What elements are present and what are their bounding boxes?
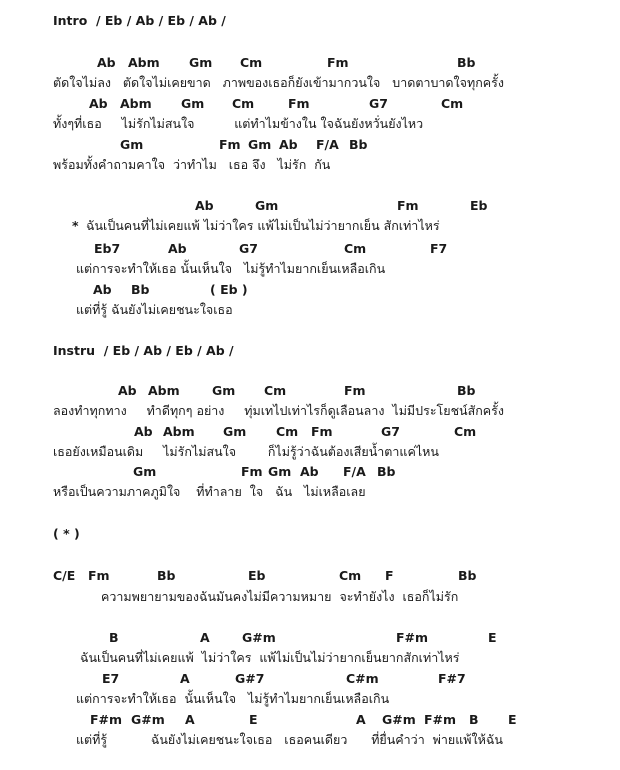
chord: ( Eb ) (210, 282, 248, 297)
chord: Bb (131, 282, 150, 297)
chord: F#m (90, 712, 123, 727)
lyric-line: หรือเป็นความภาคภูมิใจ ที่ทำลาย ใจ ฉัน ไม่เหลือเลย (53, 484, 366, 499)
chord: E (249, 712, 258, 727)
chord: F#m (424, 712, 457, 727)
chord: F#m (396, 630, 429, 645)
chord: B (109, 630, 119, 645)
chord: Fm (241, 464, 263, 479)
chord: E7 (102, 671, 120, 686)
lyric-line: พร้อมทั้งคำถามคาใจ ว่าทำไม เธอ จึง ไม่รัก กัน (53, 157, 331, 172)
lyric-line: แต่การจะทำให้เธอ นั้นเห็นใจ ไม่รู้ทำไมยากเย็นเหลือเกิน (76, 691, 390, 706)
chord: G#m (382, 712, 416, 727)
chord: Bb (157, 568, 176, 583)
chord: Ab (97, 55, 116, 70)
chord: C#m (346, 671, 379, 686)
chord: F/A (316, 137, 339, 152)
chord: Cm (232, 96, 255, 111)
chord: Gm (181, 96, 205, 111)
chord: Gm (212, 383, 236, 398)
chord: Cm (276, 424, 299, 439)
lyric-line: ตัดใจไม่ลง ตัดใจไม่เคยขาด ภาพของเธอก็ยังเข้ามากวนใจ บาดตาบาดใจทุกครั้ง (53, 75, 504, 90)
chord: Fm (219, 137, 241, 152)
chord: Gm (120, 137, 144, 152)
chord: Gm (248, 137, 272, 152)
chord: Ab (168, 241, 187, 256)
chord: Abm (148, 383, 180, 398)
lyric-line: ฉันเป็นคนที่ไม่เคยแพ้ ไม่ว่าใคร แพ้ไม่เป็นไม่ว่ายากเย็นยากสักเท่าไหร่ (80, 650, 460, 665)
lyric-line: ทั้งๆที่เธอ ไม่รักไม่สนใจ แต่ทำไมข้างใน ใจฉันยังหวั่นยังไหว (53, 116, 424, 131)
chord: Gm (189, 55, 213, 70)
bridge-label: C/E (53, 568, 76, 583)
chord: E (508, 712, 517, 727)
chord: E (488, 630, 497, 645)
chord: Ab (93, 282, 112, 297)
lyric-line: แต่การจะทำให้เธอ นั้นเห็นใจ ไม่รู้ทำไมยากเย็นเหลือเกิน (76, 261, 386, 276)
chord: Ab (195, 198, 214, 213)
lyric-line: เธอยังเหมือนเดิม ไม่รักไม่สนใจ ก็ไม่รู้ว่าฉันต้องเสียน้ำตาแค่ไหน (53, 444, 439, 459)
chord: Abm (163, 424, 195, 439)
chord: Eb (470, 198, 488, 213)
chord: Cm (441, 96, 464, 111)
chord: Fm (288, 96, 310, 111)
chord: A (180, 671, 190, 686)
repeat-chorus-marker: ( * ) (53, 526, 80, 541)
chord: Bb (458, 568, 477, 583)
chord: F7 (430, 241, 448, 256)
chord: Bb (349, 137, 368, 152)
chord: Gm (268, 464, 292, 479)
chorus-marker: * (72, 218, 79, 233)
chord: Cm (454, 424, 477, 439)
chord: Cm (264, 383, 287, 398)
lyric-line: ลองทำทุกทาง ทำดีทุกๆ อย่าง ทุ่มเทไปเท่าไรก็ดูเลือนลาง ไม่มีประโยชน์สักครั้ง (53, 403, 504, 418)
chord: Cm (344, 241, 367, 256)
chord: Bb (377, 464, 396, 479)
chord: G7 (369, 96, 388, 111)
chord: Gm (255, 198, 279, 213)
chord: Bb (457, 383, 476, 398)
lyric-line: ฉันเป็นคนที่ไม่เคยแพ้ ไม่ว่าใคร แพ้ไม่เป็นไม่ว่ายากเย็น สักเท่าไหร่ (86, 218, 440, 233)
chord: Gm (133, 464, 157, 479)
chord: Fm (397, 198, 419, 213)
chord: A (185, 712, 195, 727)
chord: Abm (128, 55, 160, 70)
instru-line: Instru / Eb / Ab / Eb / Ab / (53, 343, 234, 358)
chord: Cm (240, 55, 263, 70)
chord: F (385, 568, 394, 583)
chord: F/A (343, 464, 366, 479)
chord: Bb (457, 55, 476, 70)
chord: Gm (223, 424, 247, 439)
chord: G7 (239, 241, 258, 256)
chord: G#m (242, 630, 276, 645)
lyric-line: ความพยายามของฉันมันคงไม่มีความหมาย จะทำยังไง เธอก็ไม่รัก (101, 589, 459, 604)
chord: Fm (88, 568, 110, 583)
chord: Eb (248, 568, 266, 583)
intro-line: Intro / Eb / Ab / Eb / Ab / (53, 13, 226, 28)
chord: Ab (89, 96, 108, 111)
chord: G#7 (235, 671, 265, 686)
chord: Cm (339, 568, 362, 583)
chord: F#7 (438, 671, 466, 686)
chord: Ab (118, 383, 137, 398)
chord: A (356, 712, 366, 727)
chord: Eb7 (94, 241, 121, 256)
chord: A (200, 630, 210, 645)
chord: B (469, 712, 479, 727)
chord: G7 (381, 424, 400, 439)
chord: Abm (120, 96, 152, 111)
lyric-line: แต่ที่รู้ ฉันยังไม่เคยชนะใจเธอ เธอคนเดียว ที่ยื่นคำว่า พ่ายแพ้ให้ฉัน (76, 732, 503, 747)
chord: Fm (311, 424, 333, 439)
chord: Ab (300, 464, 319, 479)
chord: G#m (131, 712, 165, 727)
chord: Fm (327, 55, 349, 70)
chord: Fm (344, 383, 366, 398)
lyric-line: แต่ที่รู้ ฉันยังไม่เคยชนะใจเธอ (76, 302, 233, 317)
chord: Ab (279, 137, 298, 152)
chord: Ab (134, 424, 153, 439)
